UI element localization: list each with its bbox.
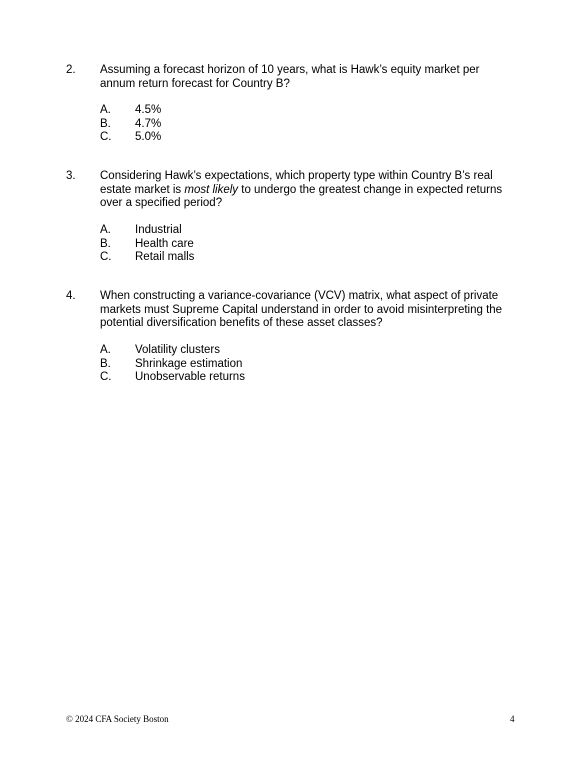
answer-option-b[interactable] [100, 358, 400, 372]
option-text: Shrinkage estimation [135, 357, 243, 370]
page-number: 4 [510, 714, 515, 724]
question-text [100, 290, 512, 331]
option-letter: C. [100, 131, 112, 143]
answer-option-b[interactable] [100, 238, 400, 252]
option-letter: A. [100, 344, 111, 356]
option-letter: B. [100, 357, 111, 370]
question-number: 3. [66, 170, 76, 182]
answer-options [100, 224, 400, 265]
option-text: 4.7% [135, 117, 162, 130]
answer-option-a[interactable] [100, 104, 400, 118]
option-letter: B. [100, 237, 111, 250]
option-text: Retail malls [135, 251, 195, 263]
question-text [100, 170, 512, 211]
answer-option-c[interactable] [100, 131, 400, 145]
question-number: 4. [66, 290, 76, 302]
option-letter: A. [100, 224, 111, 236]
question-number: 2. [66, 64, 76, 76]
option-letter: C. [100, 251, 112, 263]
option-text: Unobservable returns [135, 371, 245, 383]
option-text: 4.5% [135, 104, 162, 116]
answer-option-c[interactable] [100, 371, 400, 385]
option-letter: A. [100, 104, 111, 116]
option-text: 5.0% [135, 131, 162, 143]
option-letter: C. [100, 371, 112, 383]
footer-copyright: © 2024 CFA Society Boston [66, 714, 169, 724]
question-text [100, 64, 512, 91]
answer-options [100, 104, 400, 145]
question-text-emphasis: most likely [184, 183, 239, 196]
option-text: Health care [135, 237, 194, 250]
question-text-part: Considering Hawk’s expectations, which property type within Country B’s real estate market is [100, 170, 493, 196]
answer-option-a[interactable] [100, 344, 400, 358]
answer-option-b[interactable] [100, 118, 400, 132]
question-text-part: Assuming a forecast horizon of 10 years, what is Hawk’s equity market per annum return forecast for Country B? [100, 64, 480, 90]
answer-options [100, 344, 400, 385]
question-text-part: When constructing a variance-covariance (VCV) matrix, what aspect of private markets must Supreme Capital understand in order to avoid misinterpreting the potential diversification benefits of these asset classes? [100, 290, 503, 329]
question-text-part: to undergo the greatest change in expected returns over a specified period? [100, 183, 503, 209]
option-text: Volatility clusters [135, 344, 221, 356]
option-letter: B. [100, 117, 111, 130]
option-text: Industrial [135, 224, 182, 236]
answer-option-c[interactable] [100, 251, 400, 265]
answer-option-a[interactable] [100, 224, 400, 238]
